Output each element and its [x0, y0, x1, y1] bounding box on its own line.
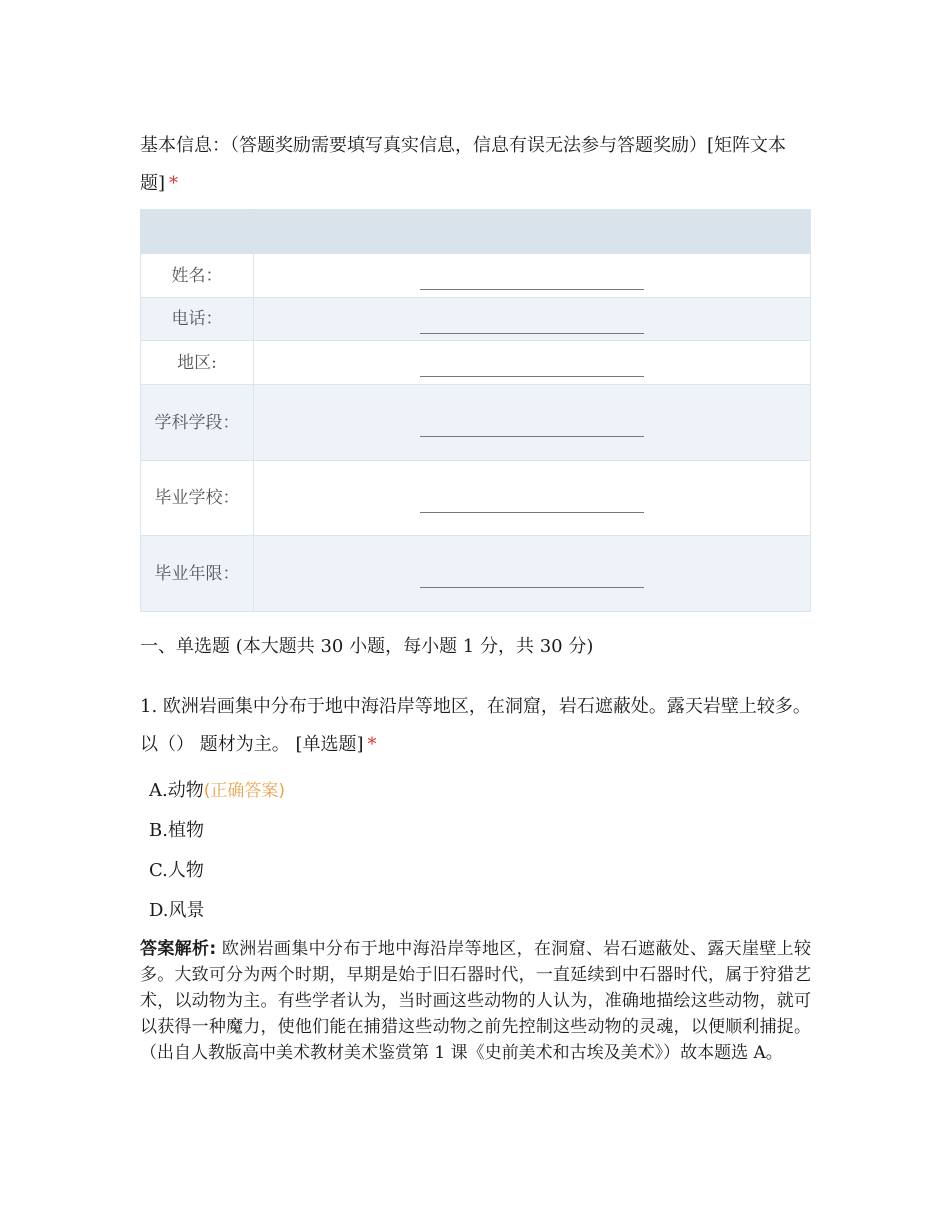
matrix-row-name [141, 254, 811, 298]
matrix-header-row [141, 210, 811, 254]
option-c[interactable] [149, 858, 204, 884]
option-d-label: D.风景 [149, 900, 205, 921]
region-input[interactable] [420, 356, 644, 377]
matrix-row-school [141, 461, 811, 536]
question-1-title [140, 688, 811, 764]
phone-input[interactable] [420, 313, 644, 334]
subject-input[interactable] [420, 416, 644, 437]
matrix-row-region [141, 341, 811, 385]
row-label: 地区: [141, 341, 254, 385]
row-label: 姓名： [141, 254, 254, 298]
matrix-row-phone [141, 298, 811, 341]
matrix-row-grad-year [141, 536, 811, 612]
analysis-label: 答案解析: [140, 939, 217, 959]
analysis-text: 欧洲岩画集中分布于地中海沿岸等地区，在洞窟、岩石遮蔽处、露天崖壁上较多。大致可分为两个时期，早期是始于旧石器时代，一直延续到中石器时代，属于狩猎艺术，以动物为主。有些学者认为，当时画这些动物的人认为，准确地描绘这些动物，就可以获得一种魔力，使他们能在捕猎这些动物之前先控制这些动物的灵魂，以便顺利捕捉。（出自人教版高中美术教材美术鉴赏第 1 课《史前美术和古埃及美术》）故本题选 A。 [140, 939, 812, 1063]
option-a[interactable] [149, 778, 285, 804]
correct-answer-tag: (正确答案) [203, 781, 285, 801]
matrix-header-label-cell [141, 210, 254, 254]
basic-info-title-text: 基本信息：（答题奖励需要填写真实信息，信息有误无法参与答题奖励）[矩阵文本题] [140, 135, 787, 194]
row-label: 毕业年限： [141, 536, 254, 612]
option-d[interactable] [149, 898, 205, 924]
required-asterisk: * [169, 173, 179, 194]
row-label: 电话： [141, 298, 254, 341]
school-input[interactable] [420, 492, 644, 513]
row-label: 学科学段： [141, 385, 254, 461]
row-label: 毕业学校： [141, 461, 254, 536]
option-b[interactable] [149, 818, 204, 844]
matrix-row-subject [141, 385, 811, 461]
name-input[interactable] [420, 269, 644, 290]
section-heading: 一、单选题 (本大题共 30 小题，每小题 1 分，共 30 分) [140, 636, 594, 657]
option-a-label: A.动物 [149, 780, 204, 801]
option-c-label: C.人物 [149, 860, 204, 881]
required-asterisk: * [367, 734, 377, 755]
basic-info-matrix-table [140, 209, 811, 612]
grad-year-input[interactable] [420, 567, 644, 588]
basic-info-question-title [140, 127, 811, 203]
option-b-label: B.植物 [149, 820, 204, 841]
matrix-header-input-cell [254, 210, 811, 254]
answer-analysis [140, 936, 811, 1066]
question-1-text: 1. 欧洲岩画集中分布于地中海沿岸等地区，在洞窟，岩石遮蔽处。露天岩壁上较多。以（） 题材为主。 [单选题] [140, 696, 811, 755]
